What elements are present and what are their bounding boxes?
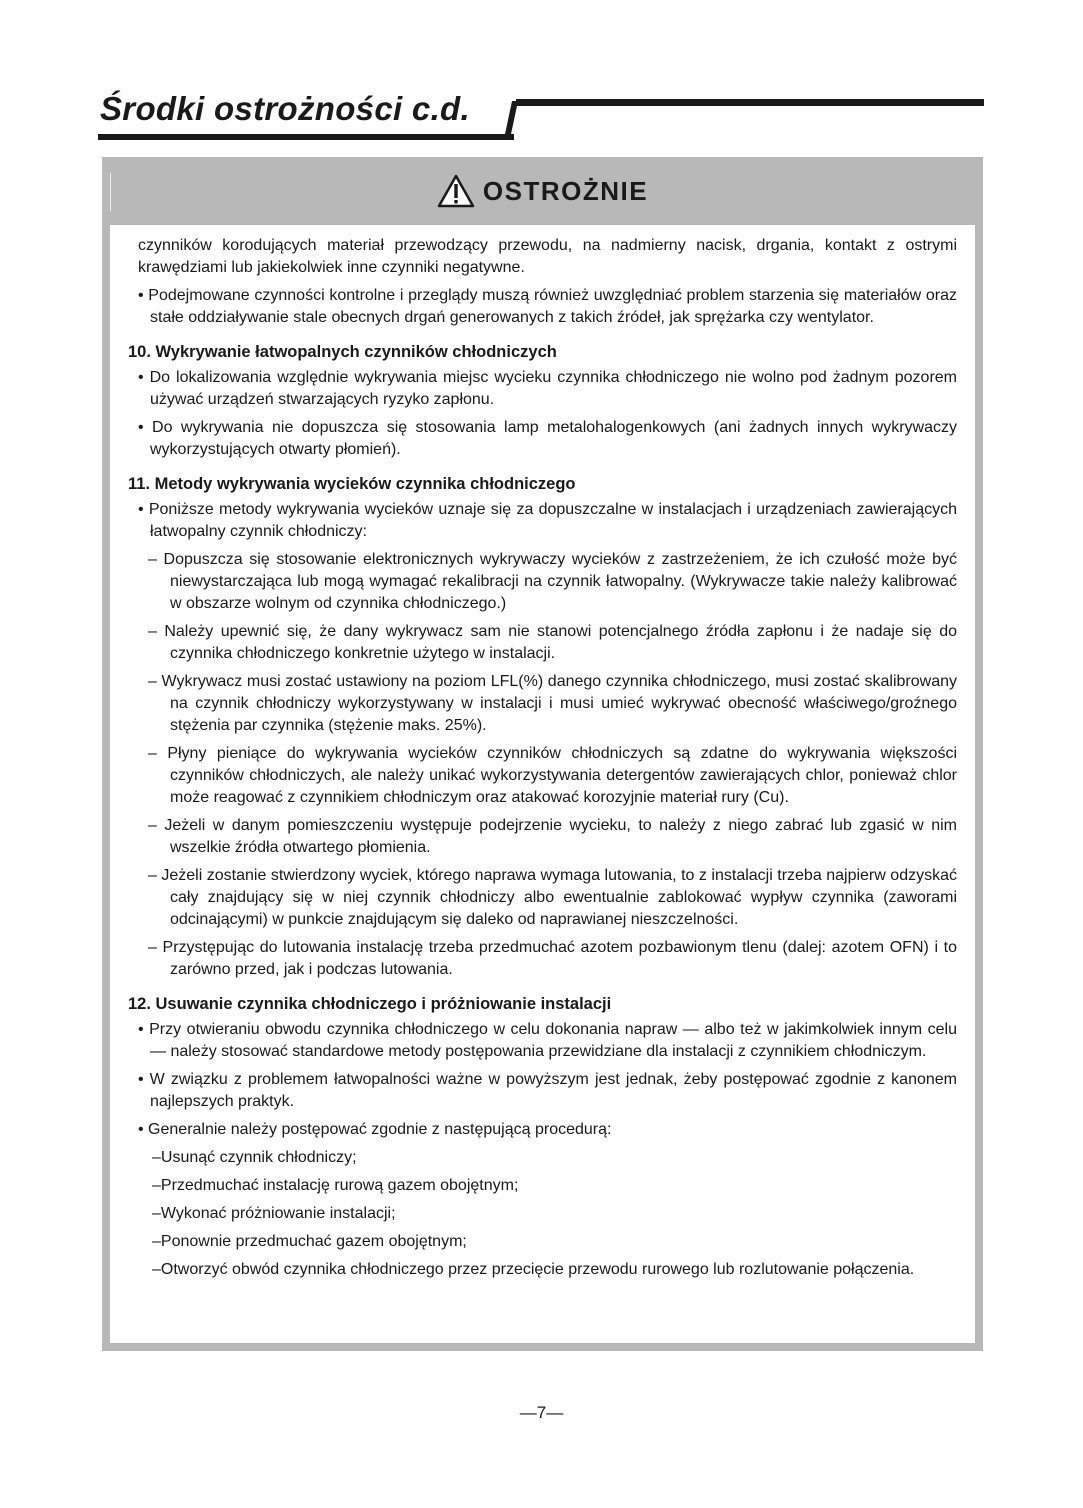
list-item: – Jeżeli zostanie stwierdzony wyciek, którego naprawa wymaga lutowania, to z instalacji trzeba najpierw odzyskać cały znajdujący się w niej czynnik chłodniczy albo ewentualnie zablokować wypływ czynnika (zaworami odcinającymi) w punkcie znajdującym się daleko od naprawianej nieszczelności.: [148, 867, 957, 928]
list-item: • Przy otwieraniu obwodu czynnika chłodniczego w celu dokonania napraw — albo też w jakimkolwiek innym celu — należy stosować standardowe metody postępowania przewidziane dla instalacji z czynnikiem chłodniczym.: [138, 1021, 957, 1060]
page-number: —7—: [519, 1403, 564, 1422]
caution-content: [110, 225, 975, 1343]
list-item: • Poniższe metody wykrywania wycieków uznaje się za dopuszczalne w instalacjach i urządzeniach zawierających łatwopalny czynnik chłodniczy:: [138, 501, 957, 540]
list-item: –Usunąć czynnik chłodniczy;: [152, 1149, 357, 1166]
list-item: – Dopuszcza się stosowanie elektronicznych wykrywaczy wycieków z zastrzeżeniem, że ich czułość może być niewystarczająca lub mogą wymagać rekalibracji na czynnik łatwopalny. (Wykrywacze takie należy kalibrować w obszarze wolnym od czynnika chłodniczego.): [148, 551, 957, 612]
title-divider: [504, 101, 518, 139]
list-item: • Do wykrywania nie dopuszcza się stosowania lamp metalohalogenkowych (ani żadnych innych wykrywaczy wykorzystujących otwarty płomień).: [138, 419, 957, 458]
list-item: –Przedmuchać instalację rurową gazem obojętnym;: [152, 1177, 519, 1194]
list-item: – Należy upewnić się, że dany wykrywacz sam nie stanowi potencjalnego źródła zapłonu i że nadaje się do czynnika chłodniczego konkretnie użytego w instalacji.: [148, 623, 957, 662]
list-item: • W związku z problemem łatwopalności ważne w powyższym jest jednak, żeby postępować zgodnie z kanonem najlepszych praktyk.: [138, 1071, 957, 1110]
warning-triangle-icon: [437, 174, 475, 208]
caution-label: OSTROŻNIE: [482, 175, 649, 206]
title-rule: [516, 99, 984, 106]
list-item: –Ponownie przedmuchać gazem obojętnym;: [152, 1233, 467, 1250]
list-item: – Przystępując do lutowania instalację trzeba przedmuchać azotem pozbawionym tlenu (dalej: azotem OFN) i to zarówno przed, jak i podczas lutowania.: [148, 939, 957, 978]
paragraph: czynników korodujących materiał przewodzący przewodu, na nadmierny nacisk, drgania, kontakt z ostrymi krawędziami lub jakiekolwiek inne czynniki negatywne.: [138, 237, 957, 276]
list-item: –Wykonać próżniowanie instalacji;: [152, 1205, 396, 1222]
list-item: • Podejmowane czynności kontrolne i przeglądy muszą również uwzględniać problem starzenia się materiałów oraz stałe oddziaływanie stale obecnych drgań generowanych z takich źródeł, jak sprężarka czy wentylator.: [138, 287, 957, 326]
title-underline: [98, 134, 514, 140]
section-heading: 12. Usuwanie czynnika chłodniczego i próżniowanie instalacji: [128, 995, 612, 1013]
list-item: – Jeżeli w danym pomieszczeniu występuje podejrzenie wycieku, to należy z niego zabrać lub zgasić w nim wszelkie źródła otwartego płomienia.: [148, 817, 957, 856]
list-item: – Wykrywacz musi zostać ustawiony na poziom LFL(%) danego czynnika chłodniczego, musi zostać skalibrowany na czynnik chłodniczy wykorzystywany w instalacji i musi umieć wykrywać obecność właściwego/groźnego stężenia par czynnika (stężenie maks. 25%).: [148, 673, 957, 734]
list-item: –Otworzyć obwód czynnika chłodniczego przez przecięcie przewodu rurowego lub rozlutowanie połączenia.: [152, 1261, 915, 1278]
caution-header: [102, 157, 983, 225]
list-item: – Płyny pieniące do wykrywania wycieków czynników chłodniczych są zdatne do wykrywania większości czynników chłodniczych, ale należy unikać wykorzystywania detergentów zawierających chlor, ponieważ chlor może reagować z czynnikiem chłodniczym oraz atakować korozyjnie materiał rury (Cu).: [148, 745, 957, 806]
list-item: • Generalnie należy postępować zgodnie z następującą procedurą:: [138, 1121, 612, 1138]
list-item: • Do lokalizowania względnie wykrywania miejsc wycieku czynnika chłodniczego nie wolno pod żadnym pozorem używać urządzeń stwarzających ryzyko zapłonu.: [138, 369, 957, 408]
section-heading: 10. Wykrywanie łatwopalnych czynników chłodniczych: [128, 343, 557, 361]
caution-box: [102, 157, 983, 1351]
section-heading: 11. Metody wykrywania wycieków czynnika chłodniczego: [128, 475, 576, 493]
page-title: Środki ostrożności c.d.: [100, 90, 470, 127]
